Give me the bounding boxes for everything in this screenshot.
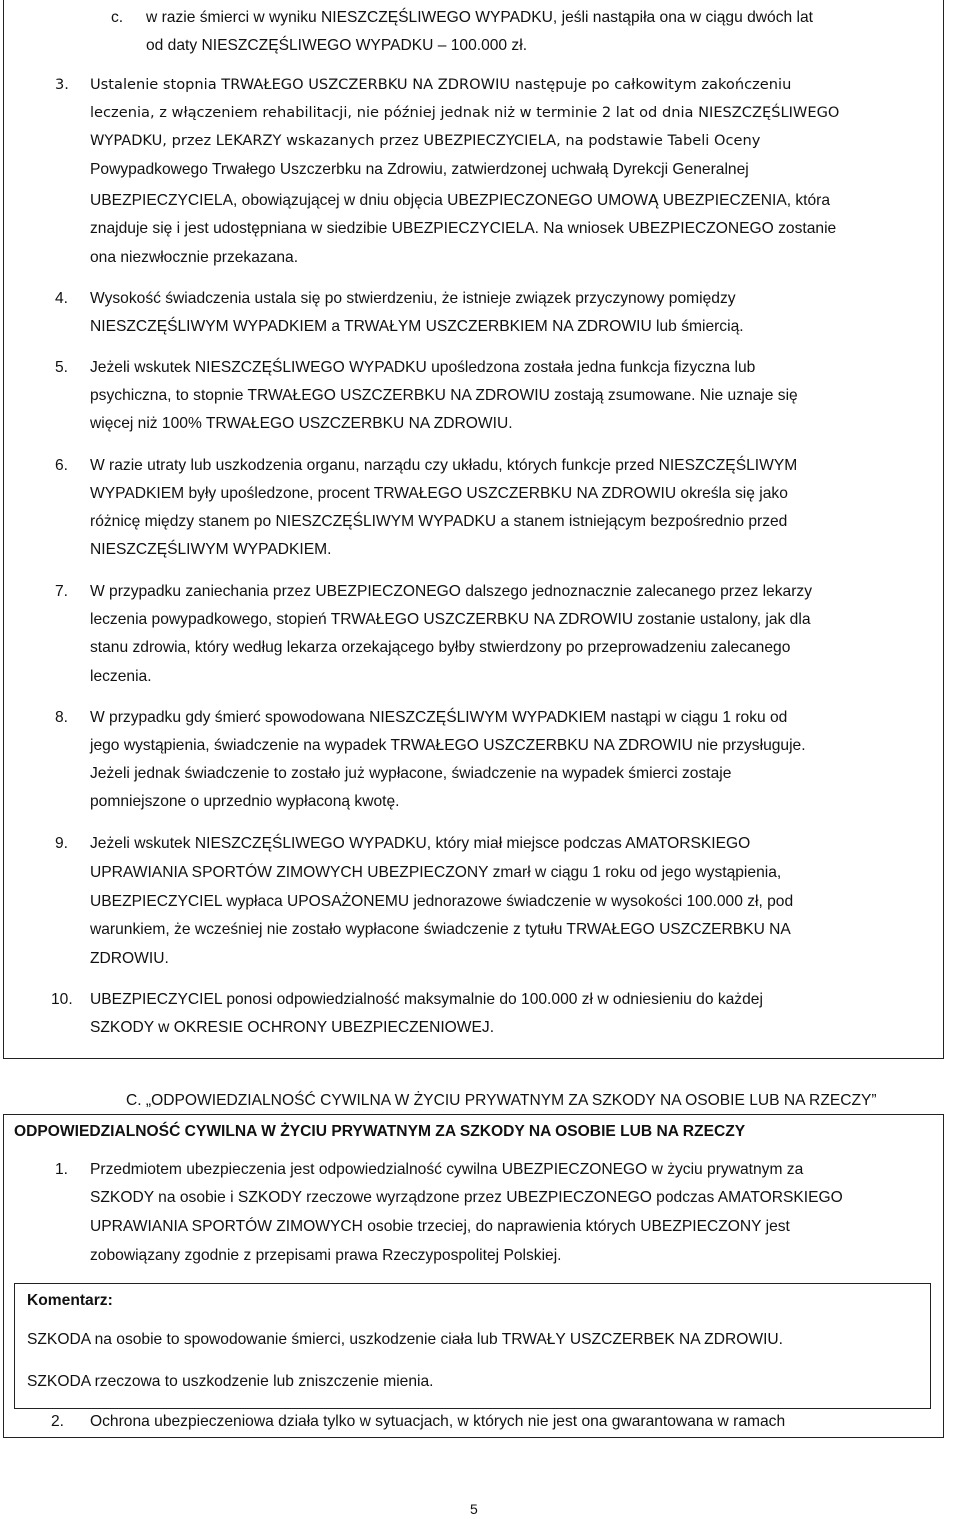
item-5-line: więcej niż 100% TRWAŁEGO USZCZERBKU NA ZDROWIU. [90, 415, 513, 432]
item-3-line: Ustalenie stopnia TRWAŁEGO USZCZERBKU NA ZDROWIU następuje po całkowitym zakończeniu [90, 76, 792, 93]
item-number: 3. [55, 76, 69, 93]
comment-title: Komentarz: [27, 1292, 113, 1309]
item-9-line: Jeżeli wskutek NIESZCZĘŚLIWEGO WYPADKU, który miał miejsce podczas AMATORSKIEGO [90, 835, 751, 852]
item-6-line: NIESZCZĘŚLIWYM WYPADKIEM. [90, 541, 332, 558]
item-number: 10. [51, 991, 73, 1008]
item-9-line: warunkiem, że wcześniej nie zostało wypłacone świadczenie z tytułu TRWAŁEGO USZCZERBKU NA [90, 921, 791, 938]
page-number: 5 [470, 1501, 478, 1517]
item-10-line: UBEZPIECZYCIEL ponosi odpowiedzialność maksymalnie do 100.000 zł w odniesieniu do każdej [90, 991, 763, 1008]
item-4-line: Wysokość świadczenia ustala się po stwierdzeniu, że istnieje związek przyczynowy pomiędzy [90, 290, 736, 307]
item-c1-line: zobowiązany zgodnie z przepisami prawa Rzeczypospolitej Polskiej. [90, 1247, 562, 1264]
item-3-line: znajduje się i jest udostępniana w siedzibie UBEZPIECZYCIELA. Na wniosek UBEZPIECZONEGO zostanie [90, 220, 837, 237]
item-7-line: stanu zdrowia, który według lekarza orzekającego byłby stwierdzony po przeprowadzeniu zalecanego [90, 639, 791, 656]
section-c-box-title: ODPOWIEDZIALNOŚĆ CYWILNA W ŻYCIU PRYWATNYM ZA SZKODY NA OSOBIE LUB NA RZECZY [14, 1123, 746, 1140]
item-8-line: Jeżeli jednak świadczenie to zostało już wypłacone, świadczenie na wypadek śmierci zostaje [90, 765, 732, 782]
item-c1-line: SZKODY na osobie i SZKODY rzeczowe wyrządzone przez UBEZPIECZONEGO podczas AMATORSKIEGO [90, 1189, 843, 1206]
item-8-line: pomniejszone o uprzednio wypłaconą kwotę. [90, 793, 400, 810]
item-8-line: W przypadku gdy śmierć spowodowana NIESZCZĘŚLIWYM WYPADKIEM nastąpi w ciągu 1 roku od [90, 709, 788, 726]
item-number: 4. [55, 290, 69, 307]
list-marker-c: c. [111, 9, 124, 26]
item-c-line-1: w razie śmierci w wyniku NIESZCZĘŚLIWEGO WYPADKU, jeśli nastąpiła ona w ciągu dwóch lat [146, 9, 813, 26]
item-number: 6. [55, 457, 69, 474]
item-c2-line: Ochrona ubezpieczeniowa działa tylko w sytuacjach, w których nie jest ona gwarantowana w ramach [90, 1413, 786, 1430]
item-7-line: W przypadku zaniechania przez UBEZPIECZONEGO dalszego jednoznacznie zalecanego przez lekarzy [90, 583, 812, 600]
item-number: 1. [55, 1161, 69, 1178]
comment-line-1: SZKODA na osobie to spowodowanie śmierci, uszkodzenie ciała lub TRWAŁY USZCZERBEK NA ZDROWIU. [27, 1331, 784, 1348]
item-number: 7. [55, 583, 69, 600]
item-6-line: WYPADKIEM były upośledzone, procent TRWAŁEGO USZCZERBKU NA ZDROWIU określa się jako [90, 485, 788, 502]
comment-line-2: SZKODA rzeczowa to uszkodzenie lub zniszczenie mienia. [27, 1373, 434, 1390]
item-7-line: leczenia. [90, 668, 152, 685]
item-3-line: ona niezwłocznie przekazana. [90, 249, 299, 266]
item-10-line: SZKODY w OKRESIE OCHRONY UBEZPIECZENIOWEJ. [90, 1019, 495, 1036]
item-4-line: NIESZCZĘŚLIWYM WYPADKIEM a TRWAŁYM USZCZERBKIEM NA ZDROWIU lub śmiercią. [90, 318, 744, 335]
item-number: 9. [55, 835, 69, 852]
item-6-line: W razie utraty lub uszkodzenia organu, narządu czy układu, których funkcje przed NIESZCZĘŚLIWYM [90, 457, 798, 474]
item-3-line: UBEZPIECZYCIELA, obowiązującej w dniu objęcia UBEZPIECZONEGO UMOWĄ UBEZPIECZENIA, która [90, 192, 831, 209]
item-6-line: różnicę między stanem po NIESZCZĘŚLIWYM WYPADKU a stanem istniejącym bezpośrednio przed [90, 513, 788, 530]
item-c1-line: UPRAWIANIA SPORTÓW ZIMOWYCH osobie trzeciej, do naprawienia których UBEZPIECZONY jest [90, 1218, 790, 1235]
item-5-line: psychiczna, to stopnie TRWAŁEGO USZCZERBKU NA ZDROWIU zostają zsumowane. Nie uznaje się [90, 387, 798, 404]
item-c-line-2: od daty NIESZCZĘŚLIWEGO WYPADKU – 100.000 zł. [146, 37, 528, 54]
item-number: 5. [55, 359, 69, 376]
section-c-heading: C. „ODPOWIEDZIALNOŚĆ CYWILNA W ŻYCIU PRYWATNYM ZA SZKODY NA OSOBIE LUB NA RZECZY” [126, 1092, 877, 1109]
item-9-line: UPRAWIANIA SPORTÓW ZIMOWYCH UBEZPIECZONY zmarł w ciągu 1 roku od jego wystąpienia, [90, 864, 782, 881]
item-9-line: ZDROWIU. [90, 950, 169, 967]
item-8-line: jego wystąpienia, świadczenie na wypadek TRWAŁEGO USZCZERBKU NA ZDROWIU nie przysługuje. [90, 737, 806, 754]
item-number: 2. [51, 1413, 65, 1430]
item-9-line: UBEZPIECZYCIEL wypłaca UPOSAŻONEMU jednorazowe świadczenie w wysokości 100.000 zł, pod [90, 893, 794, 910]
item-3-line: Powypadkowego Trwałego Uszczerbku na Zdrowiu, zatwierdzonej uchwałą Dyrekcji Generalnej [90, 161, 749, 178]
item-number: 8. [55, 709, 69, 726]
item-3-line: WYPADKU, przez LEKARZY wskazanych przez UBEZPIECZYCIELA, na podstawie Tabeli Oceny [90, 132, 761, 149]
item-c1-line: Przedmiotem ubezpieczenia jest odpowiedzialność cywilna UBEZPIECZONEGO w życiu prywatnym za [90, 1161, 804, 1178]
item-5-line: Jeżeli wskutek NIESZCZĘŚLIWEGO WYPADKU upośledzona została jedna funkcja fizyczna lub [90, 359, 756, 376]
item-7-line: leczenia powypadkowego, stopień TRWAŁEGO USZCZERBKU NA ZDROWIU zostanie ustalony, jak dla [90, 611, 811, 628]
item-3-line: leczenia, z włączeniem rehabilitacji, nie później jednak niż w terminie 2 lat od dnia NIESZCZĘŚLIWEGO [90, 104, 840, 121]
